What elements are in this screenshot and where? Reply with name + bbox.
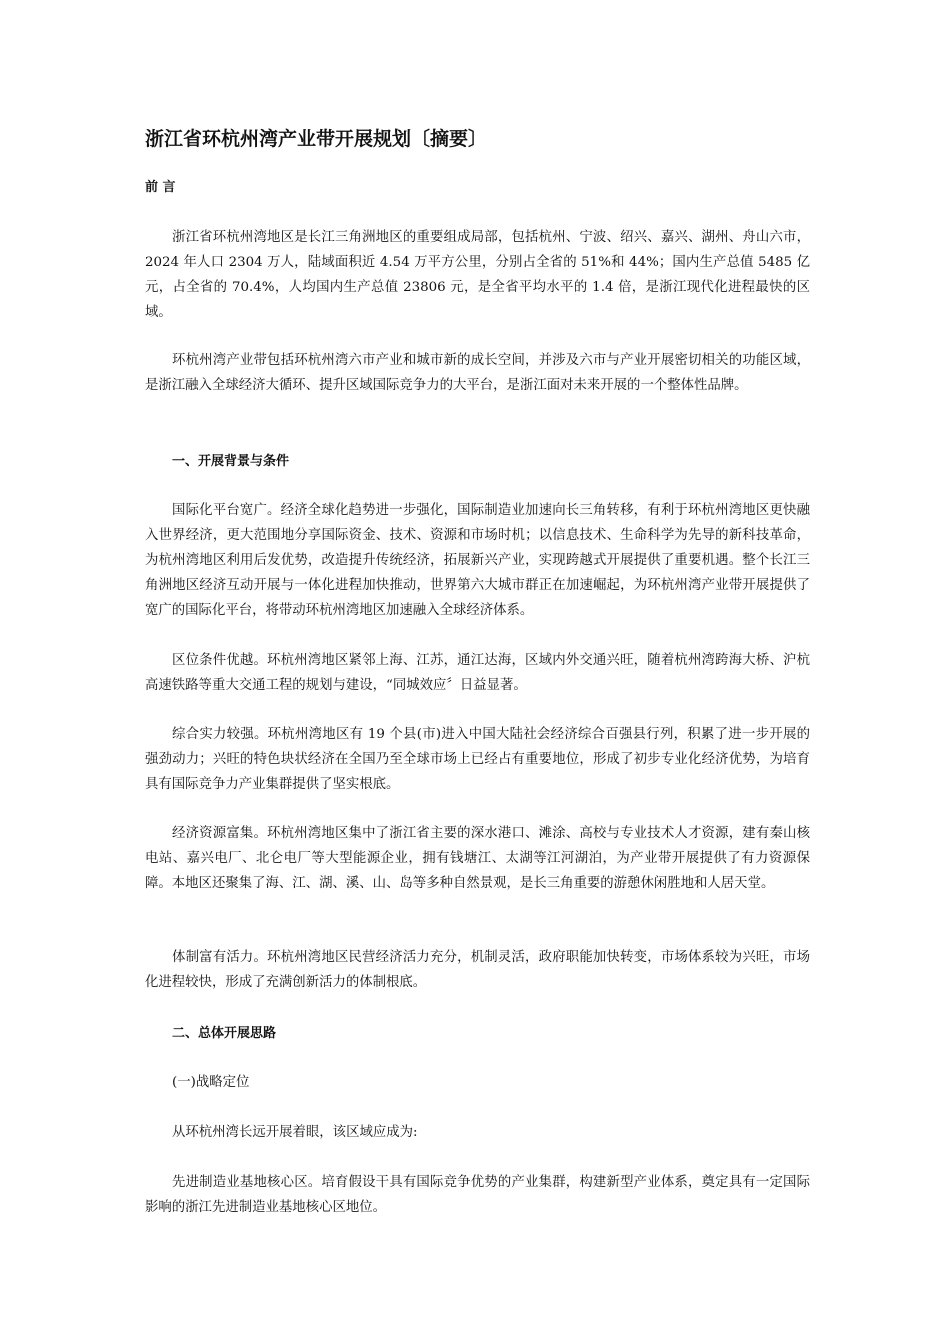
section1-paragraph-3: 综合实力较强。环杭州湾地区有 19 个县(市)进入中国大陆社会经济综合百强县行列，积累了进一步开展的强劲动力；兴旺的特色块状经济在全国乃至全球市场上已经占有重要地位，形成了初步专业化经济优势，为培育具有国际竞争力产业集群提供了坚实根底。 — [145, 727, 810, 792]
section1-heading: 一、开展背景与条件 — [172, 454, 290, 469]
section2-heading: 二、总体开展思路 — [172, 1026, 277, 1041]
preface-heading: 前 言 — [145, 180, 176, 195]
section1-paragraph-5: 体制富有活力。环杭州湾地区民营经济活力充分，机制灵活，政府职能加快转变，市场体系较为兴旺，市场化进程较快，形成了充满创新活力的体制根底。 — [145, 950, 810, 990]
preface-paragraph-2: 环杭州湾产业带包括环杭州湾六市产业和城市新的成长空间，并涉及六市与产业开展密切相关的功能区域，是浙江融入全球经济大循环、提升区域国际竞争力的大平台，是浙江面对未来开展的一个整体性品牌。 — [145, 353, 810, 393]
section2-subheading: (一)战略定位 — [172, 1075, 250, 1090]
section1-paragraph-1: 国际化平台宽广。经济全球化趋势进一步强化，国际制造业加速向长三角转移，有利于环杭州湾地区更快融入世界经济，更大范围地分享国际资金、技术、资源和市场时机；以信息技术、生命科学为先导的新科技革命，为杭州湾地区利用后发优势，改造提升传统经济，拓展新兴产业，实现跨越式开展提供了重要机遇。整个长江三角洲地区经济互动开展与一体化进程加快推动，世界第六大城市群正在加速崛起，为环杭州湾产业带开展提供了宽广的国际化平台，将带动环杭州湾地区加速融入全球经济体系。 — [145, 503, 810, 618]
section2-paragraph-2: 先进制造业基地核心区。培育假设干具有国际竞争优势的产业集群，构建新型产业体系，奠定具有一定国际影响的浙江先进制造业基地核心区地位。 — [145, 1175, 810, 1215]
section1-paragraph-2: 区位条件优越。环杭州湾地区紧邻上海、江苏，通江达海，区域内外交通兴旺，随着杭州湾跨海大桥、沪杭高速铁路等重大交通工程的规划与建设，“同城效应〞日益显著。 — [145, 653, 810, 693]
preface-paragraph-1: 浙江省环杭州湾地区是长江三角洲地区的重要组成局部，包括杭州、宁波、绍兴、嘉兴、湖州、舟山六市，2024 年人口 2304 万人，陆域面积近 4.54 万平方公里，分别占全省的 51%和 44%；国内生产总值 5485 亿元，占全省的 70.4%，人均国内生产总值 23806 元，是全省平均水平的 1.4 倍，是浙江现代化进程最快的区域。 — [145, 230, 810, 320]
section2-paragraph-1: 从环杭州湾长远开展着眼，该区域应成为: — [172, 1125, 418, 1140]
document-title: 浙江省环杭州湾产业带开展规划〔摘要〕 — [145, 128, 488, 150]
section1-paragraph-4: 经济资源富集。环杭州湾地区集中了浙江省主要的深水港口、滩涂、高校与专业技术人才资源，建有秦山核电站、嘉兴电厂、北仑电厂等大型能源企业，拥有钱塘江、太湖等江河湖泊，为产业带开展提供了有力资源保障。本地区还聚集了海、江、湖、溪、山、岛等多种自然景观，是长三角重要的游憩休闲胜地和人居天堂。 — [145, 826, 810, 891]
